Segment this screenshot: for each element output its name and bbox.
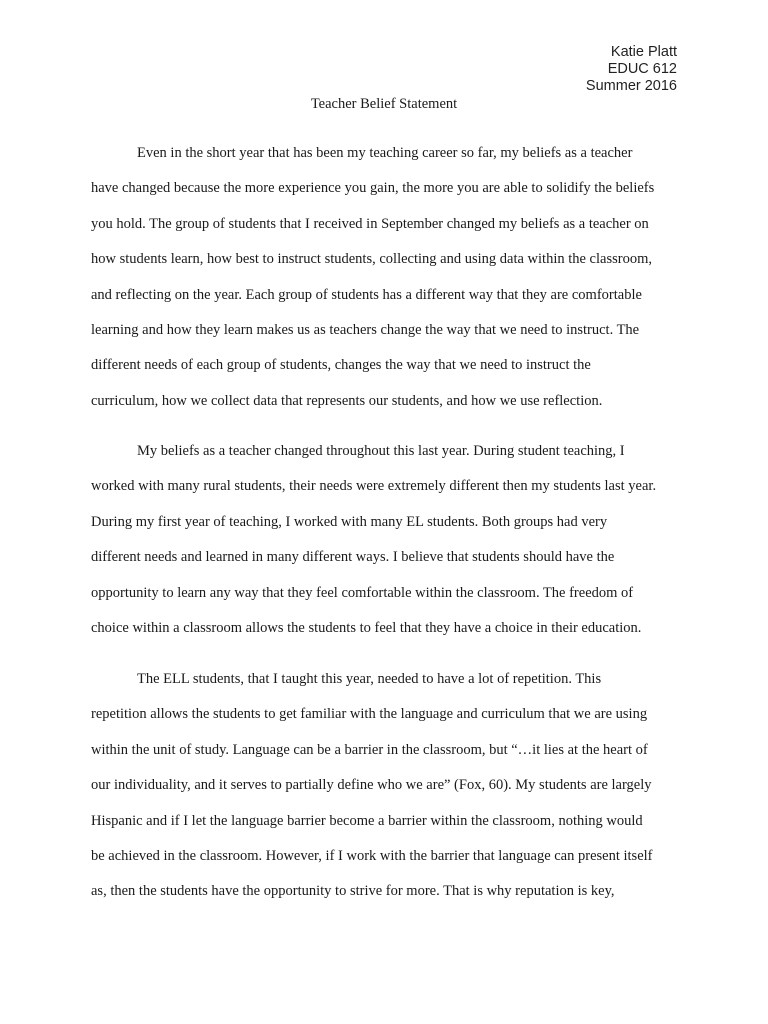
paragraph — [91, 434, 681, 646]
paragraph-line: worked with many rural students, their needs were extremely different then my students last year. — [91, 478, 657, 495]
paragraph-line: During my first year of teaching, I worked with many EL students. Both groups had very — [91, 513, 608, 530]
paragraph-line: My beliefs as a teacher changed throughout this last year. During student teaching, I — [137, 443, 625, 459]
paragraph-line: repetition allows the students to get familiar with the language and curriculum that we are using — [91, 706, 648, 723]
paragraph-line: Hispanic and if I let the language barrier become a barrier within the classroom, nothing would — [91, 812, 643, 829]
paragraph-line: have changed because the more experience you gain, the more you are able to solidify the beliefs — [91, 180, 655, 197]
paragraph-line: as, then the students have the opportunity to strive for more. That is why reputation is key, — [91, 883, 615, 900]
paragraph-line: The ELL students, that I taught this year, needed to have a lot of repetition. This — [137, 671, 602, 687]
paragraph-line: different needs of each group of students, changes the way that we need to instruct the — [91, 357, 591, 374]
document-title: Teacher Belief Statement — [310, 96, 458, 112]
author-header — [586, 44, 677, 95]
paragraph-line: you hold. The group of students that I received in September changed my beliefs as a teacher on — [91, 215, 649, 232]
paragraph-line: learning and how they learn makes us as teachers change the way that we need to instruct. The — [91, 321, 640, 338]
paragraph — [91, 662, 681, 910]
paragraph-line: and reflecting on the year. Each group of students has a different way that they are comfortable — [91, 286, 642, 303]
course-code: EDUC 612 — [607, 61, 677, 77]
author-name: Katie Platt — [610, 44, 677, 60]
paragraph-line: be achieved in the classroom. However, if I work with the barrier that language can present itself — [91, 847, 653, 864]
paragraph-line: Even in the short year that has been my teaching career so far, my beliefs as a teacher — [137, 145, 633, 161]
term: Summer 2016 — [585, 78, 677, 94]
paragraph — [91, 136, 681, 419]
paragraph-line: our individuality, and it serves to partially define who we are” (Fox, 60). My students are largely — [91, 777, 652, 794]
paragraph-line: opportunity to learn any way that they feel comfortable within the classroom. The freedom of — [91, 584, 634, 601]
paragraph-line: how students learn, how best to instruct students, collecting and using data within the classroom, — [91, 251, 652, 268]
paragraph-line: curriculum, how we collect data that represents our students, and how we use reflection. — [91, 392, 603, 409]
paragraph-line: choice within a classroom allows the students to feel that they have a choice in their education. — [91, 619, 642, 636]
paragraph-line: within the unit of study. Language can be a barrier in the classroom, but “…it lies at the heart of — [91, 741, 648, 758]
paragraph-line: different needs and learned in many different ways. I believe that students should have the — [91, 549, 615, 566]
